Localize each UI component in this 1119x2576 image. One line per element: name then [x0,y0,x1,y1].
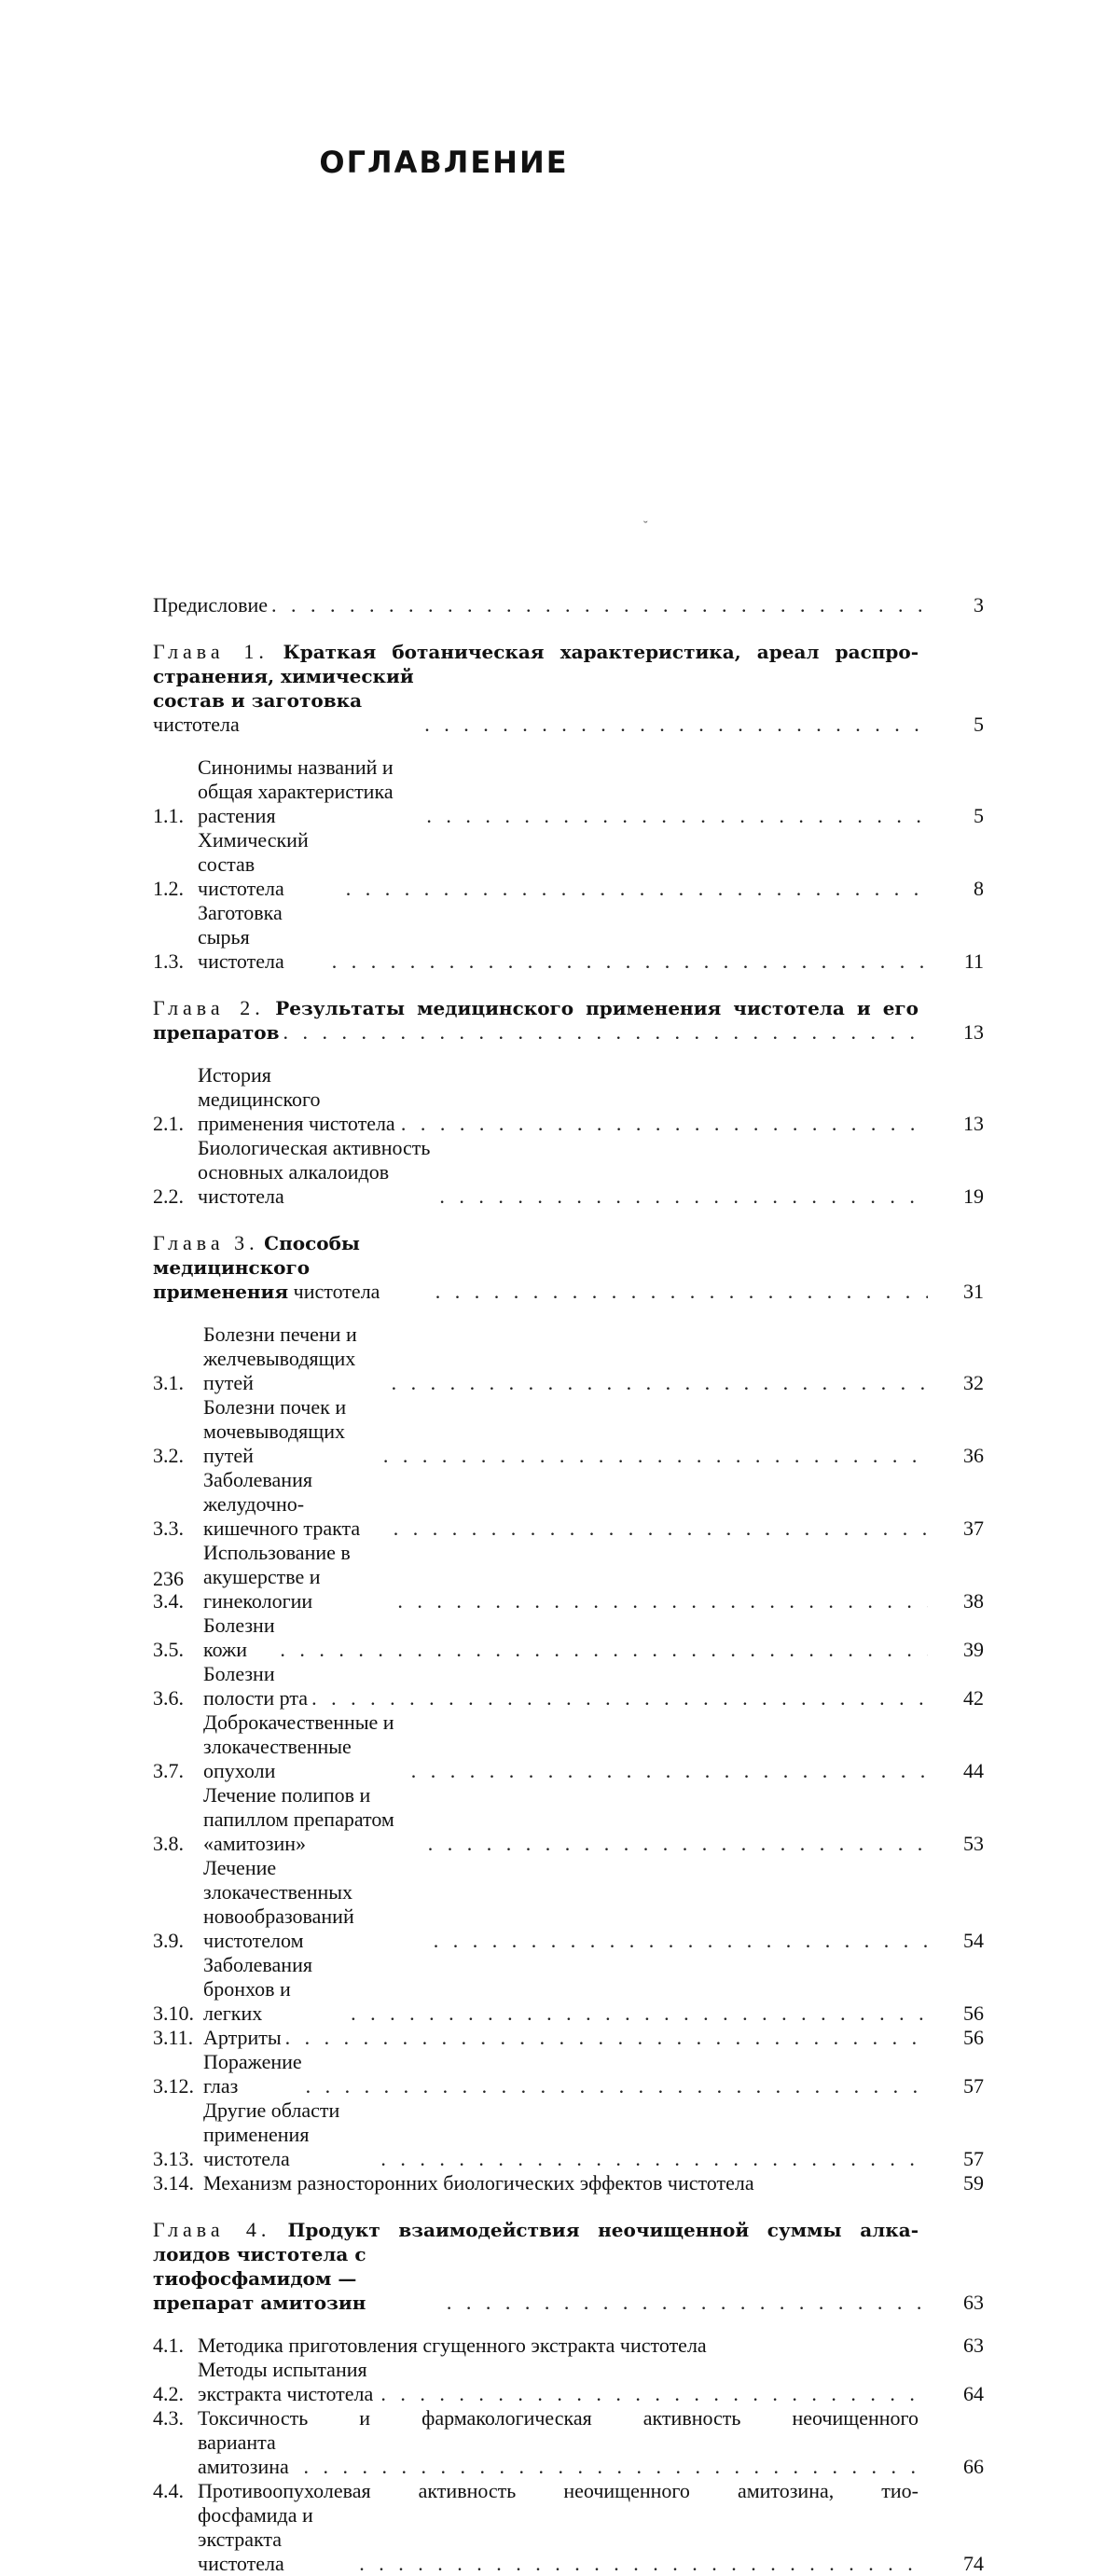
section-number: 3.1. [153,1371,184,1394]
toc-section-4-2[interactable] [153,2358,984,2406]
toc-page-number: 5 [974,713,984,736]
toc-section-3-3[interactable] [153,1468,984,1541]
chapter-label: Глава 1. [153,640,269,663]
section-title: Заготовка сырья чистотела [198,901,284,973]
chapter-title: Способы медицинского применения [153,1232,360,1303]
chapter-title-rest: чистотела [293,1280,380,1303]
leader-dots [328,949,928,974]
section-title-line1: Противоопухолевая активность неочищенного амитозина, тио- [198,2479,919,2502]
leader-dots [308,1686,928,1710]
section-number: 3.8. [153,1832,184,1855]
leader-dots [435,1184,928,1209]
section-title: Болезни почек и мочевыводящих путей [203,1395,347,1467]
toc-section-1-2[interactable] [153,828,984,901]
leader-dots [355,2552,928,2576]
leader-dots [377,2382,928,2406]
leader-dots [388,1371,928,1395]
section-number: 2.2. [153,1184,184,1208]
chapter-title-line2: лоидов чистотела с тиофосфамидом — препарат амитозин [153,2243,366,2314]
chapter-title-line1: Продукт взаимодействия неочищенной суммы алка- [287,2219,919,2241]
leader-dots [422,804,928,828]
section-title: Синонимы названий и общая характеристика растения [198,755,394,827]
toc-page-number: 11 [963,949,984,973]
leader-dots [430,1929,928,1953]
toc-section-1-1[interactable] [153,755,984,828]
toc-section-3-11[interactable] [153,2026,984,2050]
leader-dots [380,1444,928,1468]
section-number: 3.3. [153,1517,184,1540]
chapter-title-line1: Результаты медицинского применения чистотела и его [275,997,919,1019]
section-number: 1.3. [153,949,184,973]
toc-chapter-4[interactable] [153,2218,984,2315]
toc-page-number: 59 [963,2171,984,2195]
leader-dots [377,2147,928,2171]
leader-dots [421,713,928,737]
chapter-title-line2: странения, химический состав и заготовка [153,665,414,712]
toc-page-number: 63 [963,2334,984,2357]
toc-page-number: 64 [963,2382,984,2405]
toc-page-number: 39 [963,1638,984,1661]
section-number: 3.11. [153,2026,194,2049]
toc-page-number: 37 [963,1517,984,1540]
section-title: Доброкачественные и злокачественные опухоли [203,1710,394,1782]
toc-page-number: 56 [963,2001,984,2025]
toc-section-3-10[interactable] [153,1953,984,2026]
section-title: Биологическая активность основных алкалоидов чистотела [198,1136,431,1208]
leader-dots [408,1759,928,1783]
section-number: 4.4. [153,2479,184,2502]
toc-section-1-3[interactable] [153,901,984,974]
section-number: 3.2. [153,1444,184,1467]
leader-dots [394,1589,928,1613]
toc-page-number: 5 [974,804,984,827]
section-title: Использование в акушерстве и гинекологии [203,1541,351,1613]
section-number: 3.6. [153,1686,184,1710]
section-title-line2: варианта амитозина [198,2431,289,2478]
section-number: 3.14. [153,2171,194,2195]
section-title: Болезни кожи [203,1613,275,1661]
section-title: Болезни печени и желчевыводящих путей [203,1323,357,1394]
section-title-line1: Токсичность и фармакологическая активность неочищенного [198,2406,919,2430]
toc-entry-preface[interactable] [153,593,984,617]
section-title: Методика приготовления сгущенного экстракта чистотела [198,2334,707,2357]
toc-section-3-6[interactable] [153,1662,984,1710]
leader-dots [342,877,928,901]
chapter-title-line1: Краткая ботаническая характеристика, ареал распро- [283,641,919,663]
toc-page-number: 3 [974,593,984,616]
section-title-line2: фосфамида и экстракта чистотела [198,2503,313,2575]
toc-chapter-2[interactable] [153,996,984,1045]
toc-page-number: 13 [963,1112,984,1135]
toc-page-number: 56 [963,2026,984,2049]
leader-dots [432,1280,928,1304]
toc-page-number: 13 [963,1020,984,1044]
leader-dots [280,1020,928,1045]
section-number: 3.7. [153,1759,184,1782]
toc-page-number: 74 [963,2552,984,2575]
toc-entry-label: Предисловие [153,593,268,616]
toc-chapter-1[interactable] [153,640,984,737]
section-number: 2.1. [153,1112,184,1135]
page-title: ОГЛАВЛЕНИЕ [319,145,569,180]
chapter-title-line2-rest: чистотела [153,713,240,736]
section-title: Болезни полости рта [203,1662,309,1710]
leader-dots [347,2001,928,2026]
chapter-label: Глава 4. [153,2218,271,2241]
leader-dots [424,1832,928,1856]
leader-dots [276,1638,928,1662]
toc-section-3-9[interactable] [153,1856,984,1953]
toc-page-number: 38 [963,1589,984,1613]
toc-section-3-14[interactable] [153,2171,984,2195]
toc-section-4-1[interactable] [153,2334,984,2358]
section-title: Другие области применения чистотела [203,2098,340,2170]
section-number: 4.3. [153,2406,184,2430]
section-title: Заболевания желудочно-кишечного тракта [203,1468,361,1540]
section-number: 3.9. [153,1929,184,1952]
toc-section-3-13[interactable] [153,2098,984,2171]
section-number: 3.13. [153,2147,194,2170]
toc-page-number: 57 [963,2074,984,2098]
toc-page-number: 42 [963,1686,984,1710]
toc-section-3-7[interactable] [153,1710,984,1783]
toc-page-number: 36 [963,1444,984,1467]
toc-section-2-1[interactable] [153,1063,984,1136]
toc-section-3-2[interactable] [153,1395,984,1468]
section-title: Лечение полипов и папиллом препаратом «амитозин» [203,1783,394,1855]
toc-page-number: 19 [963,1184,984,1208]
section-title: Механизм разносторонних биологических эффектов чистотела [203,2171,754,2195]
toc-section-4-3[interactable] [153,2406,984,2479]
toc-page-number: 63 [963,2291,984,2314]
section-number: 4.2. [153,2382,184,2405]
section-title: Лечение злокачественных новообразований чистотелом [203,1856,354,1952]
section-number: 3.4. [153,1589,184,1613]
toc-page-number: 66 [963,2455,984,2478]
toc-section-3-4[interactable] [153,1541,984,1613]
chapter-label: Глава 3. [153,1231,259,1254]
toc-chapter-3[interactable] [153,1231,984,1304]
page-number: 236 [153,1567,184,1590]
table-of-contents [153,593,984,2576]
toc-section-3-12[interactable] [153,2050,984,2098]
toc-section-2-2[interactable] [153,1136,984,1209]
section-title: Методы испытания экстракта чистотела [198,2358,374,2405]
toc-page-number: 31 [963,1280,984,1303]
toc-section-3-1[interactable] [153,1323,984,1395]
toc-page-number: 32 [963,1371,984,1394]
section-number: 4.1. [153,2334,184,2357]
section-title: Химический состав чистотела [198,828,309,900]
toc-section-4-4[interactable] [153,2479,984,2576]
section-title: Артриты [203,2026,282,2049]
stray-mark: ˘ [643,519,648,533]
leader-dots [302,2074,928,2098]
leader-dots [390,1517,928,1541]
toc-section-3-5[interactable] [153,1613,984,1662]
toc-page-number: 54 [963,1929,984,1952]
leader-dots [282,2026,928,2050]
section-title: Поражение глаз [203,2050,302,2098]
leader-dots [268,593,928,617]
chapter-title-line2: препаратов [153,1021,280,1044]
toc-page-number: 53 [963,1832,984,1855]
section-number: 3.12. [153,2074,194,2098]
toc-page-number: 57 [963,2147,984,2170]
chapter-label: Глава 2. [153,996,265,1019]
section-number: 1.1. [153,804,184,827]
leader-dots [443,2291,928,2315]
toc-page-number: 8 [974,877,984,900]
section-title: История медицинского применения чистотела [198,1063,395,1135]
section-title: Заболевания бронхов и легких [203,1953,312,2025]
leader-dots [397,1112,928,1136]
section-number: 3.5. [153,1638,184,1661]
section-number: 1.2. [153,877,184,900]
section-number: 3.10. [153,2001,194,2025]
toc-page-number: 44 [963,1759,984,1782]
toc-section-3-8[interactable] [153,1783,984,1856]
leader-dots [299,2455,928,2479]
